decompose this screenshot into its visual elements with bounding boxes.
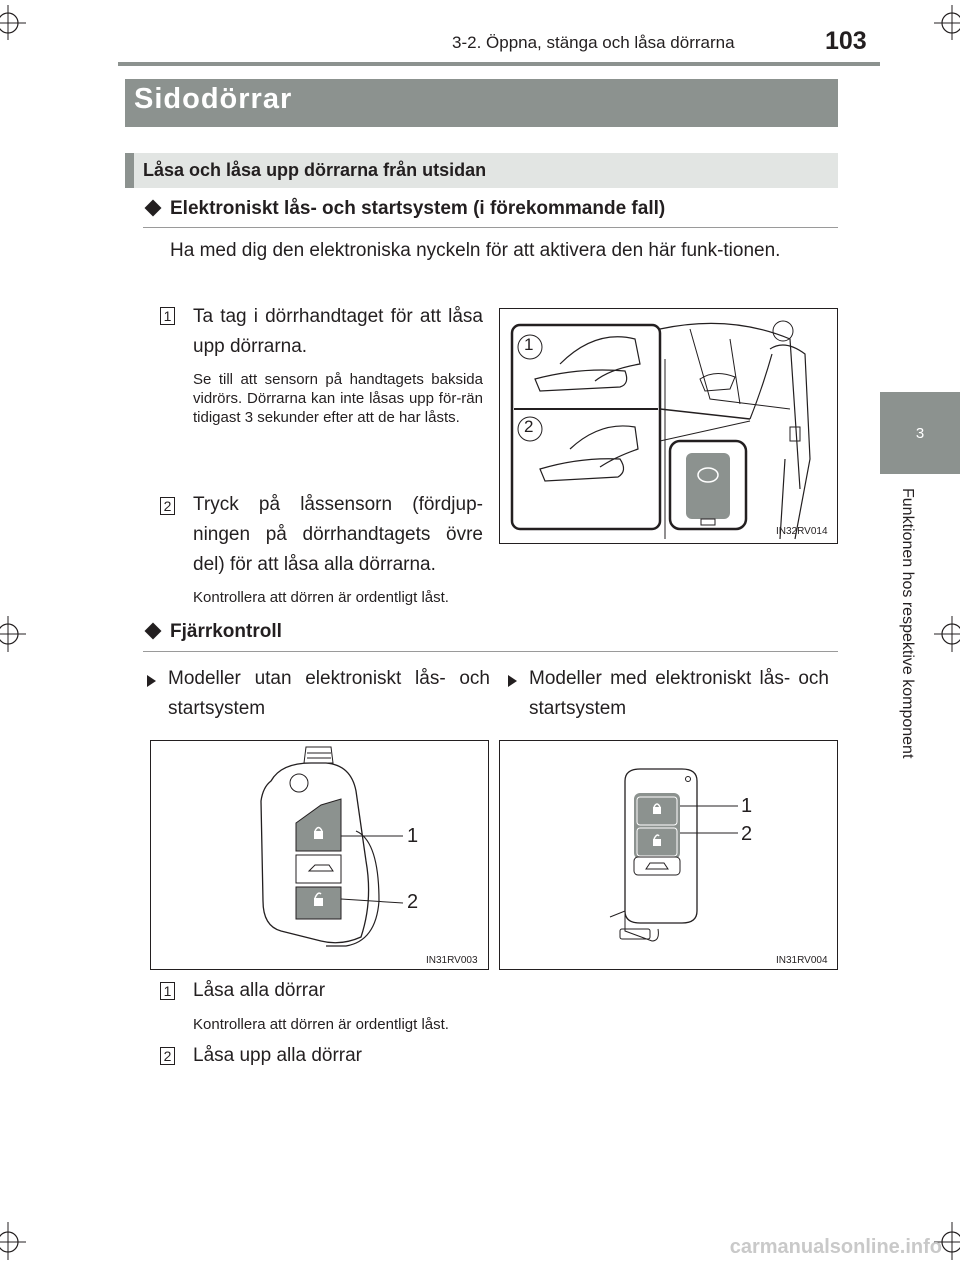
door-handle-illustration [500,309,837,543]
triangle-bullet-icon [508,675,517,687]
step-1-number: 1 [160,307,175,325]
crop-mark-bottom-left [0,1222,40,1267]
step-2-number: 2 [160,497,175,515]
header-section-title: 3-2. Öppna, stänga och låsa dörrarna [452,33,735,52]
remote-col-right-heading: Modeller med elektroniskt lås- och startsystem [529,668,829,719]
chapter-tab-number: 3 [915,424,925,442]
remote-col-left-heading: Modeller utan elektroniskt lås- och startsystem [168,668,490,719]
triangle-bullet-icon [147,675,156,687]
step-2-text: Tryck på låssensorn (fördjup-ningen på dörrhandtagets övre del) för att låsa alla dörrarna. [193,494,483,575]
step-1-text: Ta tag i dörrhandtaget för att låsa upp dörrarna. [193,306,483,357]
step-2-note: Kontrollera att dörren är ordentligt låst. [193,589,449,606]
flip-key-illustration [151,741,488,969]
door-figure-callout-2: 2 [524,417,534,436]
door-figure-code: IN32RV014 [776,526,828,537]
diamond-bullet-icon [145,200,162,217]
header-rule [118,62,880,66]
door-figure-callout-1: 1 [524,335,534,354]
smart-key-figure [499,740,838,970]
crop-mark-top-right [920,0,960,40]
chapter-tab-label: Funktionen hos respektive komponent [899,488,916,759]
diamond-bullet-icon [145,623,162,640]
smart-entry-intro: Ha med dig den elektroniska nyckeln för att aktivera den här funk-tionen. [170,240,781,261]
page-title: Sidodörrar [134,83,293,115]
crop-mark-mid-left [0,614,40,654]
remote-item-1-text: Låsa alla dörrar [193,980,326,1001]
remote-item-2-text: Låsa upp alla dörrar [193,1045,362,1066]
heading-rule [143,651,838,652]
flip-key-figure [150,740,489,970]
watermark: carmanualsonline.info [729,1236,942,1258]
remote-item-2-number: 2 [160,1047,175,1065]
smart-entry-heading: Elektroniskt lås- och startsystem (i förekommande fall) [170,198,666,219]
remote-item-1-number: 1 [160,982,175,1000]
subsection-title: Låsa och låsa upp dörrarna från utsidan [143,160,487,180]
smart-key-illustration [500,741,837,969]
remote-item-1-note: Kontrollera att dörren är ordentligt låst. [193,1016,449,1033]
flip-key-callout-1: 1 [407,825,419,847]
step-1-note: Se till att sensorn på handtagets baksida vidrörs. Dörrarna kan inte låsas upp för-rän tidigast 3 sekunder efter att de har låsts. [193,371,483,426]
crop-mark-top-left [0,0,40,40]
heading-rule [143,227,838,228]
remote-heading: Fjärrkontroll [170,621,282,642]
smart-key-callout-2: 2 [741,823,753,845]
flip-key-figure-code: IN31RV003 [426,955,478,966]
crop-mark-mid-right [920,614,960,654]
flip-key-callout-2: 2 [407,891,419,913]
door-handle-figure [499,308,838,544]
page-number: 103 [825,27,867,55]
smart-key-callout-1: 1 [741,795,753,817]
smart-key-figure-code: IN31RV004 [776,955,828,966]
